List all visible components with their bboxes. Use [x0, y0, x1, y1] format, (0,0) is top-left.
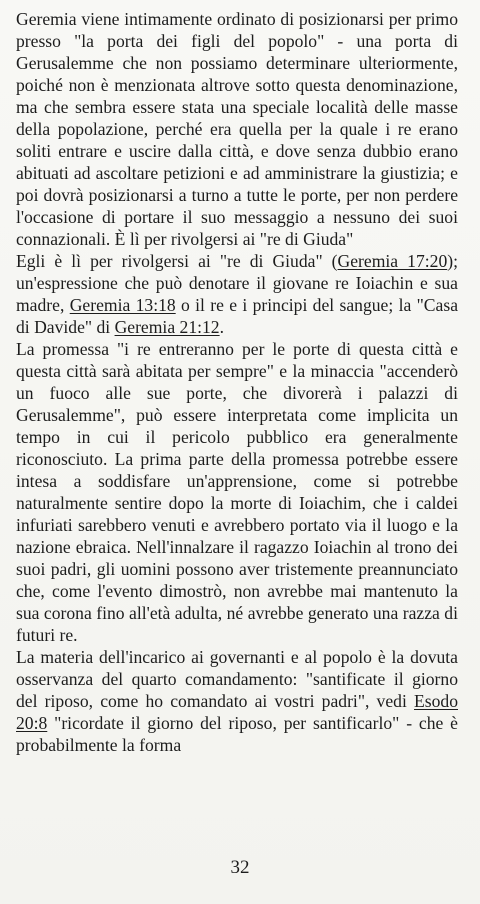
- paragraph-text: .: [219, 317, 225, 337]
- scripture-reference-link[interactable]: Geremia 17:20: [337, 251, 448, 271]
- paragraph: [16, 250, 458, 338]
- paragraph-text: La materia dell'incarico ai governanti e al popolo è la dovuta osservanza del quarto comandamento: "santificate il giorno del riposo, come ho comandato ai vostri padri", vedi: [16, 647, 458, 711]
- paragraph-text: La promessa "i re entreranno per le porte di questa città e questa città sarà abitata per sempre" e la minaccia "accenderò un fuoco alle sue porte, che divorerà i palazzi di Gerusalemme", può essere interpretata come implicita un tempo in cui il pericolo pubblico era generalmente riconosciuto. La prima parte della promessa potrebbe essere intesa a soddisfare un'apprensione, come si potrebbe naturalmente sentire dopo la morte di Ioiachim, che i caldei infuriati sarebbero venuti e avrebbero portato via il luogo e la nazione ebraica. Nell'innalzare il ragazzo Ioiachin al trono dei suoi padri, gli uomini possono aver tristemente preannunciato che, come l'evento dimostrò, non avrebbe mai mantenuto la sua corona fino all'età adulta, né avrebbe generato una razza di futuri re.: [16, 339, 458, 645]
- paragraph: [16, 8, 458, 250]
- scripture-reference-link[interactable]: Esodo 20:8: [16, 691, 458, 733]
- paragraph: [16, 646, 458, 756]
- paragraph-text: Geremia viene intimamente ordinato di posizionarsi per primo presso "la porta dei figli del popolo" - una porta di Gerusalemme che non possiamo determinare ulteriormente, poiché non è menzionata altrove sotto questa denominazione, ma che sembra essere stata una speciale località delle masse della popolazione, perché era quella per la quale i re erano soliti entrare e uscire dalla città, e dove senza dubbio erano abituati ad ascoltare petizioni e ad amministrare la giustizia; e poi dovrà posizionarsi a turno a tutte le porte, per non perdere l'occasione di portare il suo messaggio a nessuno dei suoi connazionali. È lì per rivolgersi ai "re di Giuda": [16, 9, 458, 249]
- page-number: 32: [230, 857, 250, 878]
- paragraph-text: "ricordate il giorno del riposo, per santificarlo" - che è probabilmente la forma: [16, 713, 458, 755]
- body-text: [16, 8, 458, 756]
- paragraph-text: Egli è lì per rivolgersi ai "re di Giuda" (: [16, 251, 338, 271]
- scripture-reference-link[interactable]: Geremia 21:12: [114, 317, 220, 337]
- paragraph: [16, 338, 458, 646]
- paragraph-text: ); un'espressione che può denotare il giovane re Ioiachin e sua madre,: [16, 251, 458, 315]
- paragraph-text: o il re e i principi del sangue; la "Casa di Davide" di: [16, 295, 458, 337]
- scripture-reference-link[interactable]: Geremia 13:18: [69, 295, 176, 315]
